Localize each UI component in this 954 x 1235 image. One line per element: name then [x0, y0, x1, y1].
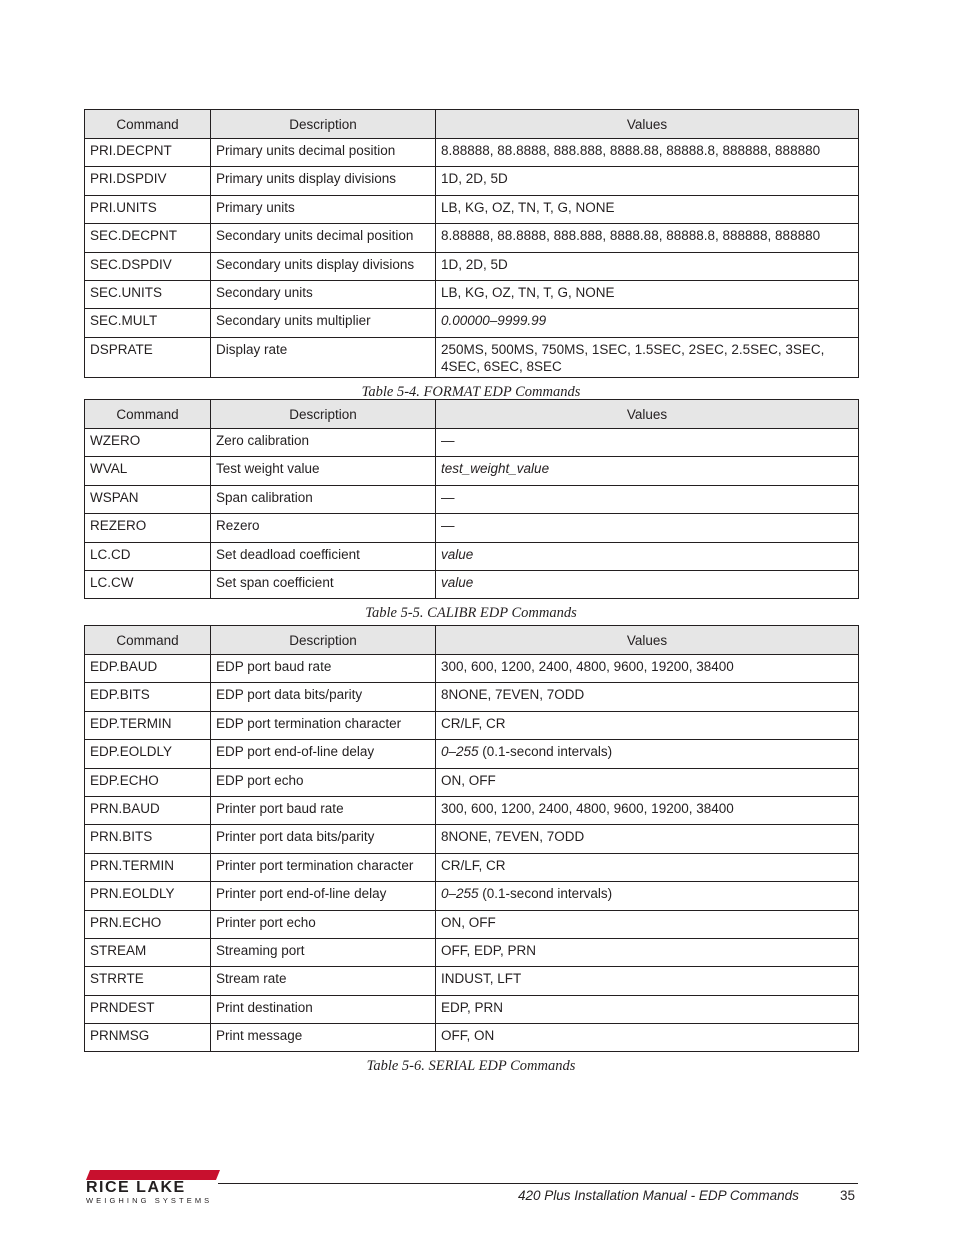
command-cell: PRNDEST	[85, 995, 211, 1023]
header-command: Command	[85, 110, 211, 139]
command-cell: PRN.EOLDLY	[85, 882, 211, 910]
table-header-row	[85, 110, 859, 139]
command-cell: LC.CD	[85, 542, 211, 570]
values-cell	[436, 882, 859, 910]
table-row	[85, 967, 859, 995]
description-cell: Secondary units multiplier	[211, 309, 436, 337]
table-caption: Table 5-4. FORMAT EDP Commands	[361, 383, 581, 400]
format-edp-table	[84, 109, 859, 378]
description-cell: EDP port baud rate	[211, 655, 436, 683]
table-row	[85, 655, 859, 683]
table-row	[85, 485, 859, 513]
description-cell: EDP port data bits/parity	[211, 683, 436, 711]
description-cell: Rezero	[211, 514, 436, 542]
table-row	[85, 429, 859, 457]
command-cell: SEC.DSPDIV	[85, 252, 211, 280]
description-cell: Primary units decimal position	[211, 139, 436, 167]
header-description: Description	[211, 400, 436, 429]
values-cell: EDP, PRN	[436, 995, 859, 1023]
footer-divider	[218, 1183, 858, 1184]
table-row	[85, 457, 859, 485]
command-cell: DSPRATE	[85, 337, 211, 377]
values-cell	[436, 740, 859, 768]
table-row	[85, 825, 859, 853]
page-number: 35	[840, 1188, 856, 1203]
table-row	[85, 224, 859, 252]
description-cell: Test weight value	[211, 457, 436, 485]
serial-table-block	[84, 625, 858, 1075]
table-row	[85, 995, 859, 1023]
values-note: (0.1-second intervals)	[478, 744, 613, 760]
command-cell: WZERO	[85, 429, 211, 457]
table-row	[85, 167, 859, 195]
values-cell: 300, 600, 1200, 2400, 4800, 9600, 19200, 38400	[436, 655, 859, 683]
values-cell: —	[436, 485, 859, 513]
description-cell: EDP port end-of-line delay	[211, 740, 436, 768]
description-cell: Stream rate	[211, 967, 436, 995]
command-cell: PRI.DECPNT	[85, 139, 211, 167]
description-cell: Secondary units	[211, 280, 436, 308]
table-row	[85, 514, 859, 542]
header-values: Values	[436, 110, 859, 139]
command-cell: SEC.UNITS	[85, 280, 211, 308]
values-italic: 0–255	[441, 744, 479, 760]
values-cell: CR/LF, CR	[436, 711, 859, 739]
table-row	[85, 683, 859, 711]
values-cell: 0.00000–9999.99	[436, 309, 859, 337]
command-cell: REZERO	[85, 514, 211, 542]
description-cell: Set deadload coefficient	[211, 542, 436, 570]
values-cell: ON, OFF	[436, 910, 859, 938]
values-cell: 1D, 2D, 5D	[436, 167, 859, 195]
command-cell: SEC.MULT	[85, 309, 211, 337]
table-row	[85, 139, 859, 167]
header-command: Command	[85, 400, 211, 429]
header-values: Values	[436, 400, 859, 429]
calibr-table-block	[84, 399, 858, 622]
description-cell: Primary units display divisions	[211, 167, 436, 195]
format-table-block	[84, 109, 858, 401]
table-row	[85, 309, 859, 337]
table-row	[85, 740, 859, 768]
rice-lake-logo	[86, 1170, 220, 1206]
description-cell: Streaming port	[211, 938, 436, 966]
header-description: Description	[211, 626, 436, 655]
description-cell: Secondary units display divisions	[211, 252, 436, 280]
values-cell: 250MS, 500MS, 750MS, 1SEC, 1.5SEC, 2SEC, 2.5SEC, 3SEC, 4SEC, 6SEC, 8SEC	[436, 337, 859, 377]
command-cell: SEC.DECPNT	[85, 224, 211, 252]
footer-title: 420 Plus Installation Manual - EDP Commands	[518, 1188, 799, 1203]
header-values: Values	[436, 626, 859, 655]
command-cell: WSPAN	[85, 485, 211, 513]
serial-edp-table	[84, 625, 859, 1052]
command-cell: PRN.TERMIN	[85, 853, 211, 881]
table-row	[85, 542, 859, 570]
description-cell: Printer port end-of-line delay	[211, 882, 436, 910]
table-row	[85, 1024, 859, 1052]
values-cell: 8.88888, 88.8888, 888.888, 8888.88, 88888.8, 888888, 888880	[436, 224, 859, 252]
table-row	[85, 938, 859, 966]
command-cell: EDP.TERMIN	[85, 711, 211, 739]
command-cell: PRN.BITS	[85, 825, 211, 853]
values-cell: CR/LF, CR	[436, 853, 859, 881]
description-cell: Print message	[211, 1024, 436, 1052]
description-cell: Display rate	[211, 337, 436, 377]
table-caption: Table 5-6. SERIAL EDP Commands	[366, 1058, 576, 1075]
table-row	[85, 910, 859, 938]
command-cell: STRRTE	[85, 967, 211, 995]
values-cell: LB, KG, OZ, TN, T, G, NONE	[436, 195, 859, 223]
values-italic: 0–255	[441, 886, 479, 902]
table-row	[85, 853, 859, 881]
description-cell: Printer port data bits/parity	[211, 825, 436, 853]
values-cell: OFF, ON	[436, 1024, 859, 1052]
values-cell: INDUST, LFT	[436, 967, 859, 995]
table-row	[85, 570, 859, 598]
table-row	[85, 252, 859, 280]
description-cell: Printer port termination character	[211, 853, 436, 881]
values-cell: 8NONE, 7EVEN, 7ODD	[436, 683, 859, 711]
table-row	[85, 337, 859, 377]
values-cell: ON, OFF	[436, 768, 859, 796]
description-cell: EDP port termination character	[211, 711, 436, 739]
calibr-edp-table	[84, 399, 859, 599]
command-cell: PRN.ECHO	[85, 910, 211, 938]
command-cell: LC.CW	[85, 570, 211, 598]
description-cell: Span calibration	[211, 485, 436, 513]
table-header-row	[85, 400, 859, 429]
table-row	[85, 711, 859, 739]
command-cell: EDP.BITS	[85, 683, 211, 711]
header-command: Command	[85, 626, 211, 655]
values-cell: —	[436, 514, 859, 542]
command-cell: EDP.ECHO	[85, 768, 211, 796]
description-cell: Set span coefficient	[211, 570, 436, 598]
values-cell: 1D, 2D, 5D	[436, 252, 859, 280]
values-cell: value	[436, 542, 859, 570]
values-cell: LB, KG, OZ, TN, T, G, NONE	[436, 280, 859, 308]
table-row	[85, 882, 859, 910]
table-row	[85, 280, 859, 308]
logo-name: RICE LAKE	[86, 1179, 186, 1196]
logo-subtitle: WEIGHING SYSTEMS	[86, 1196, 213, 1205]
table-row	[85, 195, 859, 223]
command-cell: PRI.UNITS	[85, 195, 211, 223]
table-caption: Table 5-5. CALIBR EDP Commands	[365, 605, 577, 622]
command-cell: EDP.EOLDLY	[85, 740, 211, 768]
command-cell: STREAM	[85, 938, 211, 966]
header-description: Description	[211, 110, 436, 139]
description-cell: Print destination	[211, 995, 436, 1023]
values-cell: 300, 600, 1200, 2400, 4800, 9600, 19200, 38400	[436, 796, 859, 824]
command-cell: PRNMSG	[85, 1024, 211, 1052]
values-cell: —	[436, 429, 859, 457]
values-cell: 8.88888, 88.8888, 888.888, 8888.88, 88888.8, 888888, 888880	[436, 139, 859, 167]
values-cell: OFF, EDP, PRN	[436, 938, 859, 966]
values-cell: value	[436, 570, 859, 598]
table-row	[85, 796, 859, 824]
values-cell: 8NONE, 7EVEN, 7ODD	[436, 825, 859, 853]
values-cell: test_weight_value	[436, 457, 859, 485]
command-cell: PRN.BAUD	[85, 796, 211, 824]
table-header-row	[85, 626, 859, 655]
command-cell: WVAL	[85, 457, 211, 485]
description-cell: EDP port echo	[211, 768, 436, 796]
command-cell: EDP.BAUD	[85, 655, 211, 683]
description-cell: Printer port echo	[211, 910, 436, 938]
table-row	[85, 768, 859, 796]
description-cell: Zero calibration	[211, 429, 436, 457]
description-cell: Primary units	[211, 195, 436, 223]
description-cell: Printer port baud rate	[211, 796, 436, 824]
command-cell: PRI.DSPDIV	[85, 167, 211, 195]
description-cell: Secondary units decimal position	[211, 224, 436, 252]
values-note: (0.1-second intervals)	[478, 886, 613, 902]
